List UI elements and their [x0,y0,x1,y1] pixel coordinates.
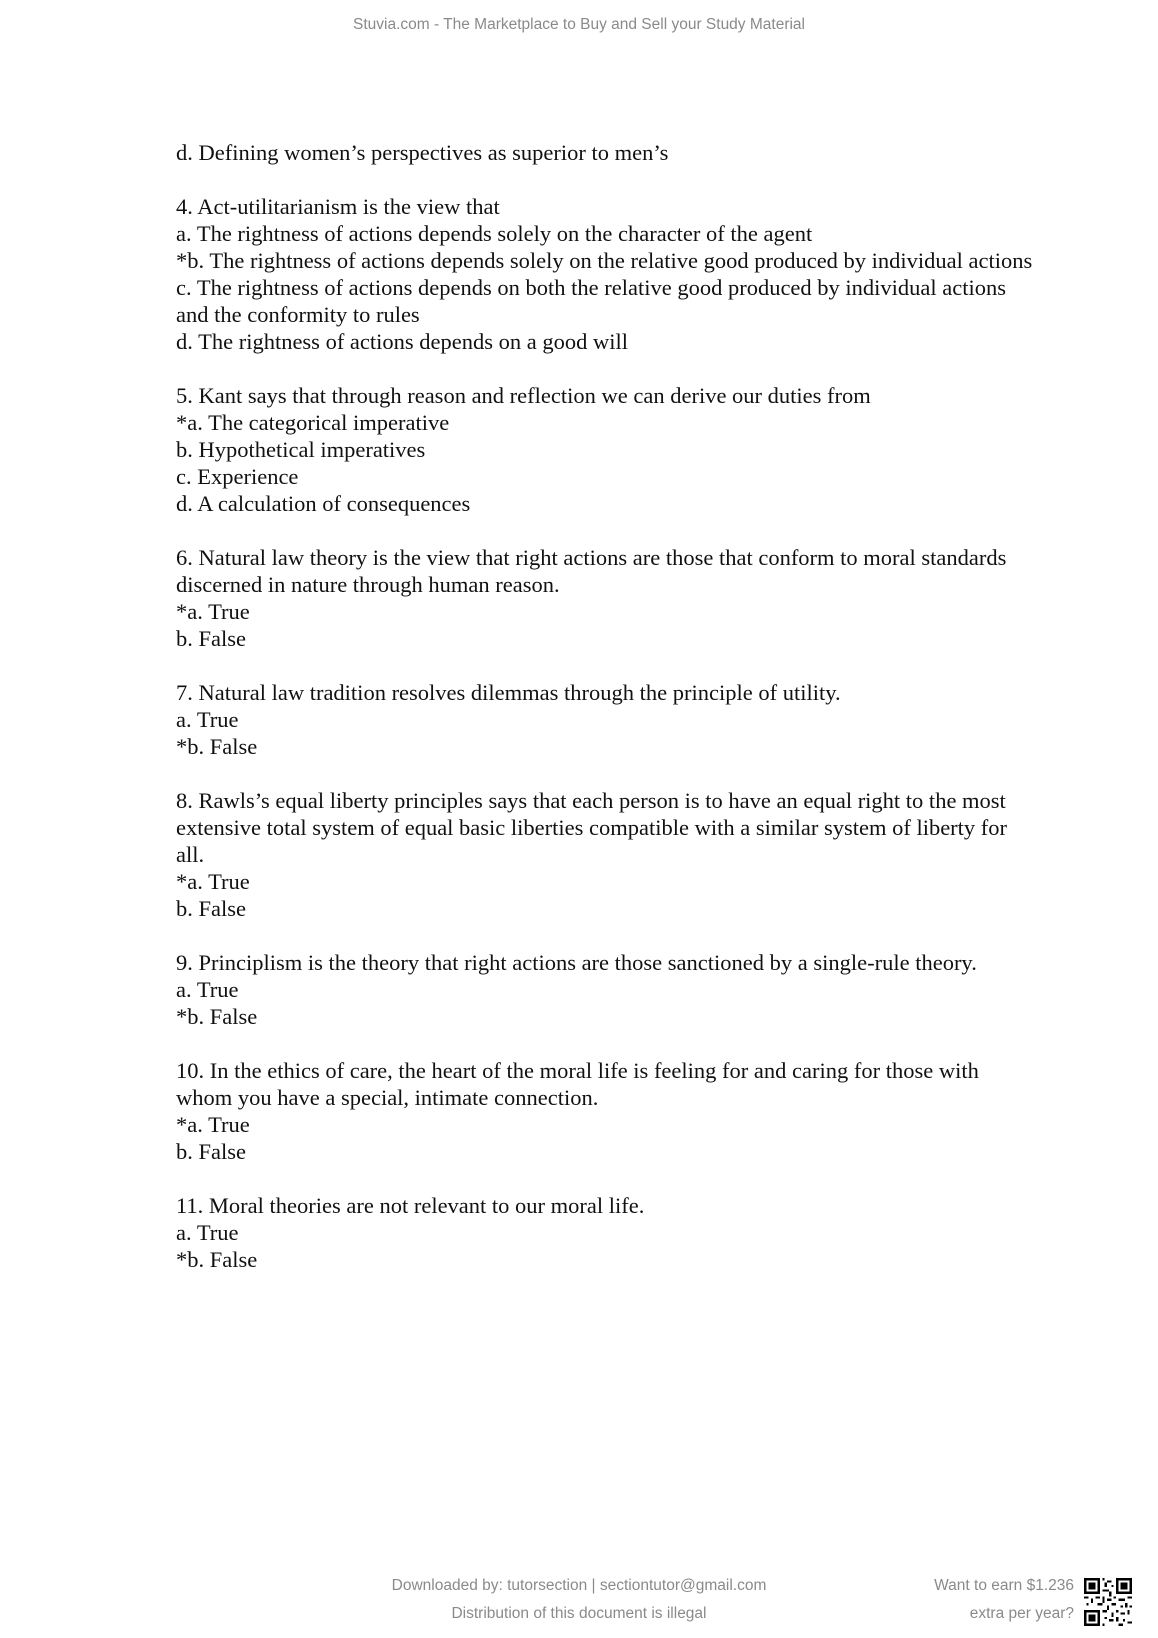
answer-option: b. False [176,626,246,651]
answer-option: *a. True [176,869,250,894]
answer-option: d. A calculation of consequences [176,491,471,516]
question-block [176,1192,1036,1273]
question-block [176,382,1036,517]
site-header-banner: Stuvia.com - The Marketplace to Buy and Sell your Study Material [352,16,805,33]
earn-promo-line1[interactable]: Want to earn $1.236 [934,1577,1074,1594]
question-block [176,949,1036,1030]
answer-option: *a. The categorical imperative [176,410,450,435]
question-block [176,787,1036,922]
answer-option: *b. False [176,734,258,759]
answer-option: *b. False [176,1004,258,1029]
question-block [176,1057,1036,1165]
answer-option: d. The rightness of actions depends on a good will [176,329,629,354]
answer-option: c. The rightness of actions depends on both the relative good produced by individual actions and the conformity to rules [176,275,1007,327]
question-block [176,544,1036,652]
answer-option: c. Experience [176,464,299,489]
answer-option: b. False [176,896,246,921]
question-text: 7. Natural law tradition resolves dilemmas through the principle of utility. [176,680,841,705]
question-text: 5. Kant says that through reason and reflection we can derive our duties from [176,383,871,408]
document-body [176,139,1036,1273]
answer-option: a. The rightness of actions depends solely on the character of the agent [176,221,813,246]
answer-option: a. True [176,1220,239,1245]
question-block [176,139,1036,166]
distribution-notice: Distribution of this document is illegal [451,1605,707,1622]
question-text: 6. Natural law theory is the view that right actions are those that conform to moral standards discerned in nature through human reason. [176,545,1007,597]
downloaded-by-text: Downloaded by: tutorsection | sectiontutor@gmail.com [391,1577,767,1594]
question-text: 11. Moral theories are not relevant to our moral life. [176,1193,645,1218]
answer-option: *b. False [176,1247,258,1272]
answer-option: *b. The rightness of actions depends solely on the relative good produced by individual actions [176,248,1033,273]
question-text: 10. In the ethics of care, the heart of the moral life is feeling for and caring for those with whom you have a special, intimate connection. [176,1058,979,1110]
answer-option: b. False [176,1139,246,1164]
answer-option: a. True [176,707,239,732]
earn-promo-line2[interactable]: extra per year? [969,1605,1074,1622]
question-text: 9. Principlism is the theory that right actions are those sanctioned by a single-rule theory. [176,950,977,975]
question-block [176,679,1036,760]
answer-option: *a. True [176,599,250,624]
question-block [176,193,1036,355]
qr-code-icon[interactable] [1084,1578,1132,1626]
question-text: 4. Act-utilitarianism is the view that [176,194,500,219]
answer-option: a. True [176,977,239,1002]
answer-option: b. Hypothetical imperatives [176,437,426,462]
answer-option: d. Defining women’s perspectives as superior to men’s [176,140,669,165]
answer-option: *a. True [176,1112,250,1137]
question-text: 8. Rawls’s equal liberty principles says that each person is to have an equal right to the most extensive total system of equal basic liberties compatible with a similar system of liberty for all. [176,788,1008,867]
